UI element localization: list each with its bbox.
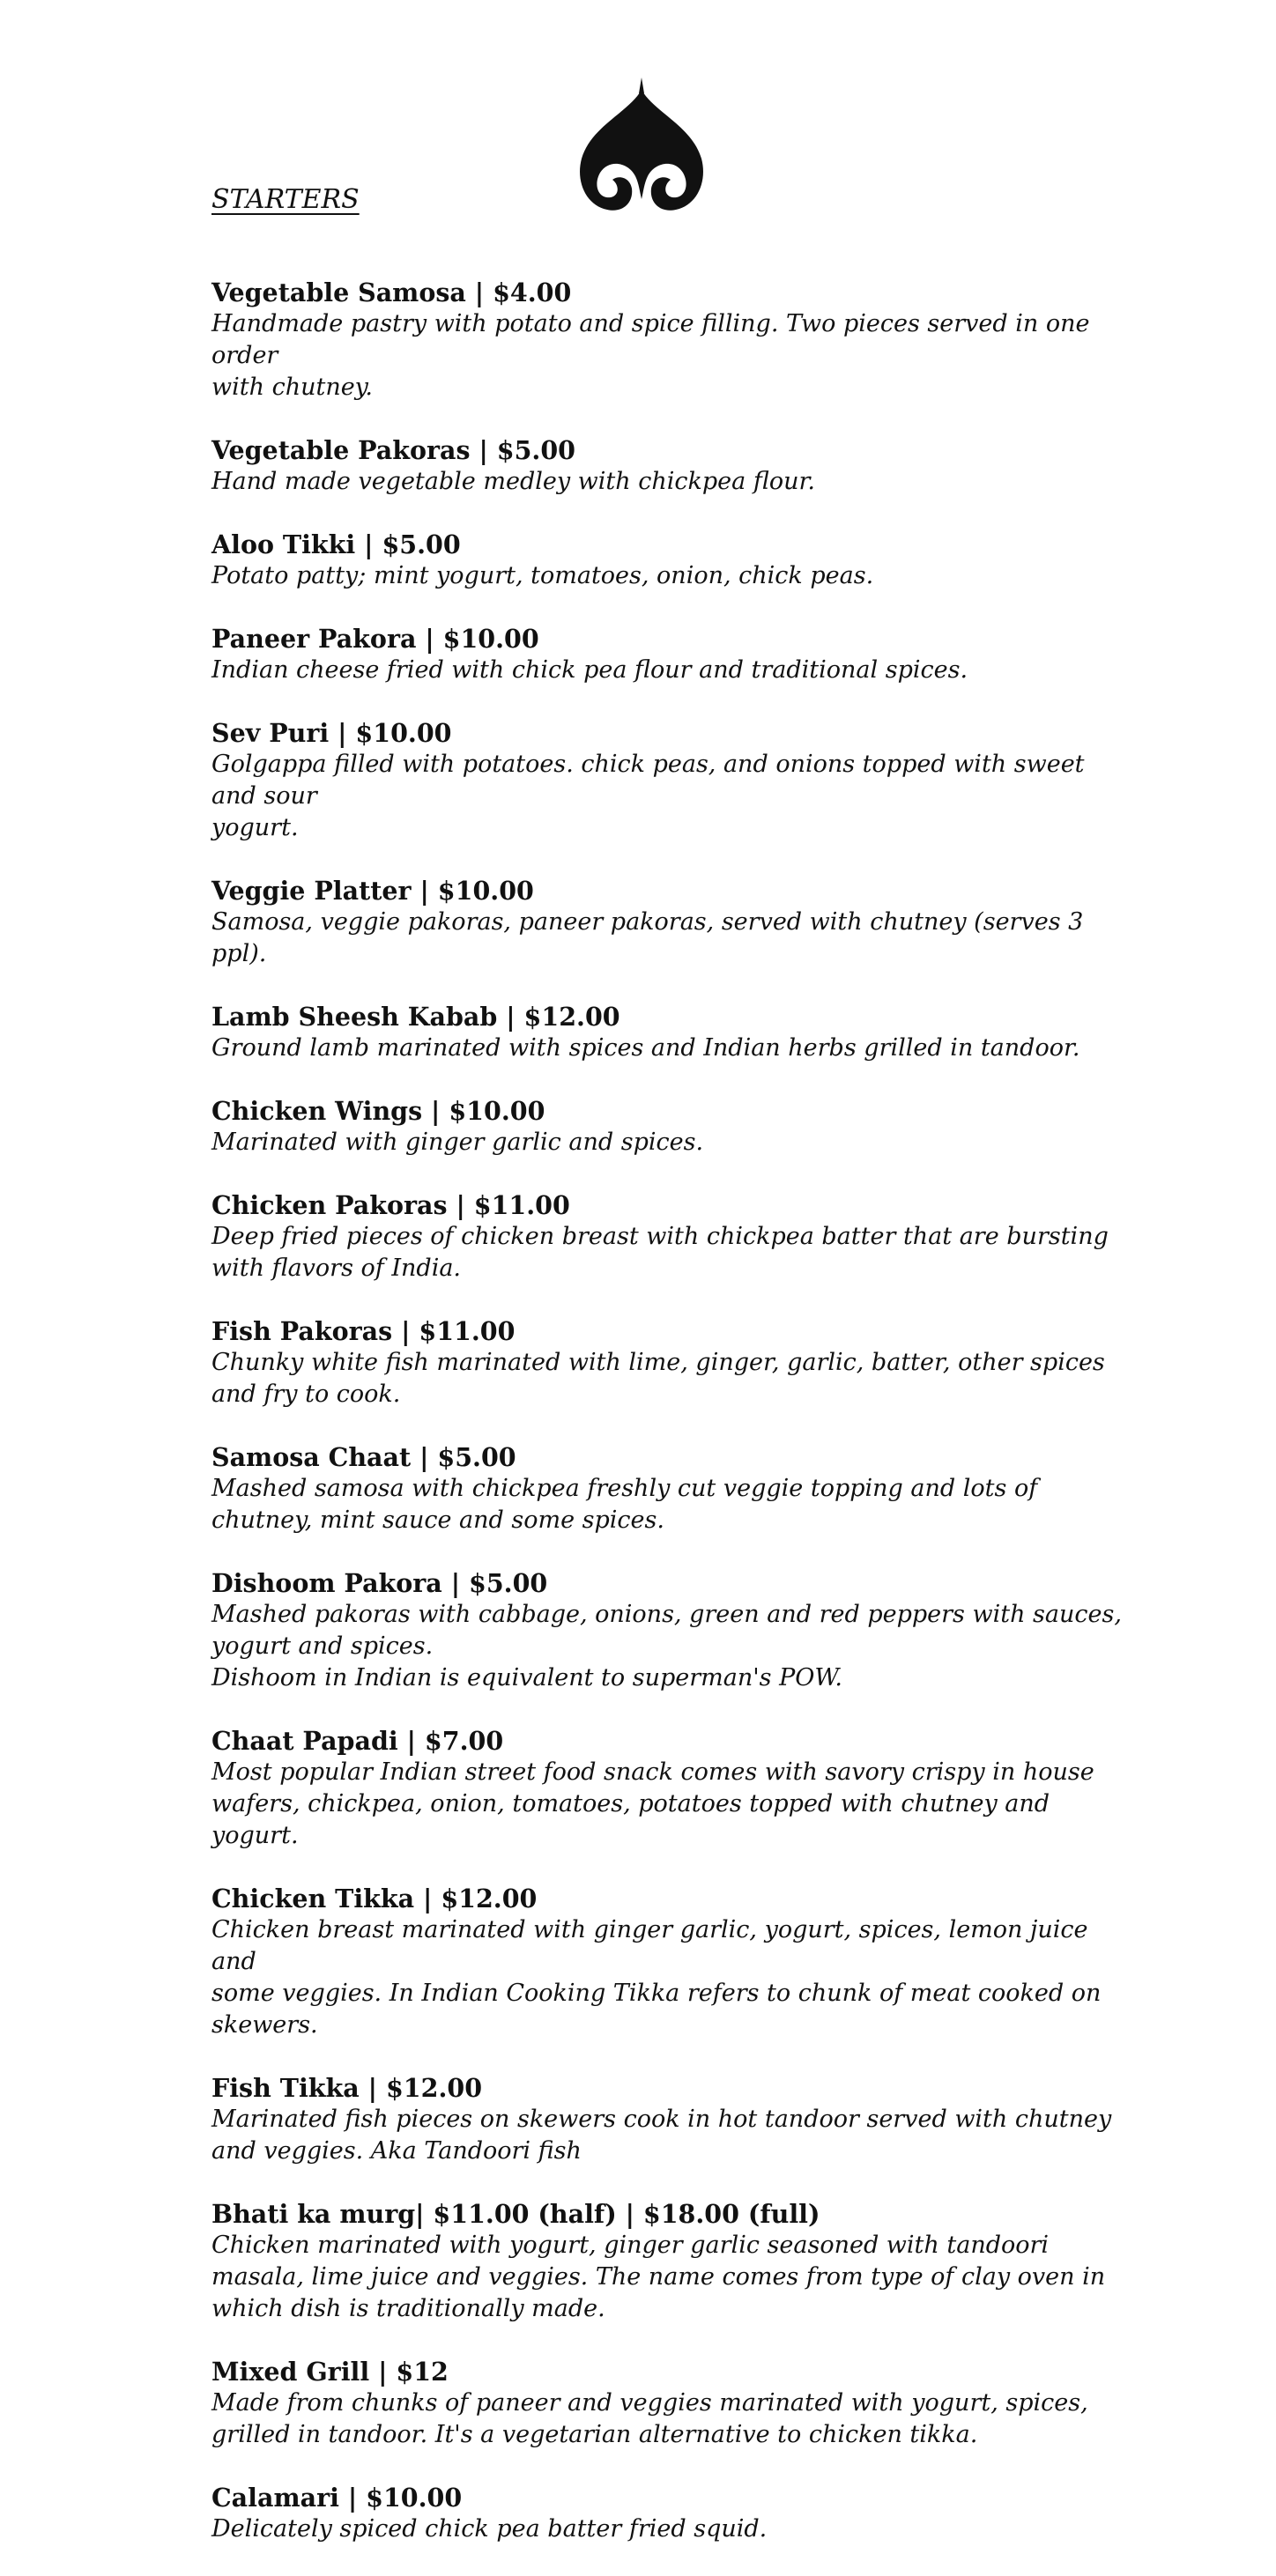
menu-item-title: Samosa Chaat | $5.00 xyxy=(211,1442,516,1472)
menu-item-description: grilled in tandoor. It's a vegetarian alternative to chicken tikka. xyxy=(211,2421,978,2448)
menu-item-description: chutney, mint sauce and some spices. xyxy=(211,1506,664,1534)
menu-item xyxy=(211,277,1128,403)
menu-item-title: Veggie Platter | $10.00 xyxy=(211,876,534,906)
menu-item-title: Sev Puri | $10.00 xyxy=(211,718,452,748)
menu-item xyxy=(211,875,1128,970)
menu-item-description: wafers, chickpea, onion, tomatoes, potatoes topped with chutney and xyxy=(211,1790,1050,1817)
menu-list xyxy=(211,277,1128,2576)
menu-item-description: Chicken marinated with yogurt, ginger garlic seasoned with tandoori xyxy=(211,2232,1050,2259)
menu-item-description: Ground lamb marinated with spices and Indian herbs grilled in tandoor. xyxy=(211,1034,1080,1062)
menu-item-description: Mashed samosa with chickpea freshly cut veggie topping and lots of xyxy=(211,1475,1038,1502)
paisley-dome-ornament-icon xyxy=(575,78,708,217)
menu-item-description: Indian cheese fried with chick pea flour and traditional spices. xyxy=(211,656,968,684)
menu-item-title: Mixed Grill | $12 xyxy=(211,2357,449,2387)
menu-item-description: Chicken breast marinated with ginger garlic, yogurt, spices, lemon juice and xyxy=(211,1916,1088,1975)
menu-item xyxy=(211,2072,1128,2167)
menu-item-title: Calamari | $10.00 xyxy=(211,2483,463,2513)
menu-item-description: yogurt and spices. xyxy=(211,1632,434,1660)
menu-item-description: Mashed pakoras with cabbage, onions, green and red peppers with sauces, xyxy=(211,1601,1122,1628)
menu-item-description: with flavors of India. xyxy=(211,1255,462,1282)
menu-item-description: Handmade pastry with potato and spice filling. Two pieces served in one order xyxy=(211,310,1090,369)
menu-item-description: Most popular Indian street food snack comes with savory crispy in house xyxy=(211,1758,1094,1786)
section-title: STARTERS xyxy=(211,184,360,215)
menu-item xyxy=(211,717,1128,844)
menu-item xyxy=(211,1095,1128,1158)
menu-item-description: skewers. xyxy=(211,2011,318,2039)
menu-item-title: Chicken Tikka | $12.00 xyxy=(211,1884,538,1913)
menu-item-title: Chaat Papadi | $7.00 xyxy=(211,1726,504,1756)
menu-item-title: Dishoom Pakora | $5.00 xyxy=(211,1568,548,1598)
menu-item xyxy=(211,1189,1128,1284)
menu-item-description: and veggies. Aka Tandoori fish xyxy=(211,2137,582,2165)
menu-item-title: Chicken Pakoras | $11.00 xyxy=(211,1190,570,1220)
menu-item xyxy=(211,1725,1128,1852)
menu-item-title: Vegetable Samosa | $4.00 xyxy=(211,278,572,307)
menu-item-description: Dishoom in Indian is equivalent to superman's POW. xyxy=(211,1664,842,1691)
menu-item-description: yogurt. xyxy=(211,814,299,841)
menu-item-description: Hand made vegetable medley with chickpea flour. xyxy=(211,468,815,495)
menu-item xyxy=(211,1883,1128,2041)
menu-item-title: Fish Tikka | $12.00 xyxy=(211,2073,483,2103)
menu-item xyxy=(211,2482,1128,2545)
menu-item-description: Marinated with ginger garlic and spices. xyxy=(211,1129,704,1156)
menu-item xyxy=(211,1567,1128,1694)
menu-item-description: Chunky white fish marinated with lime, ginger, garlic, batter, other spices xyxy=(211,1349,1105,1376)
menu-item-title: Fish Pakoras | $11.00 xyxy=(211,1316,516,1346)
menu-item-description: Delicately spiced chick pea batter fried squid. xyxy=(211,2515,768,2543)
menu-item xyxy=(211,1315,1128,1410)
menu-item-title: Chicken Wings | $10.00 xyxy=(211,1096,545,1126)
menu-item xyxy=(211,623,1128,686)
menu-item xyxy=(211,529,1128,592)
menu-item-description: Deep fried pieces of chicken breast with chickpea batter that are bursting xyxy=(211,1223,1109,1250)
menu-item xyxy=(211,434,1128,498)
menu-item-title: Bhati ka murg| $11.00 (half) | $18.00 (full) xyxy=(211,2199,820,2229)
menu-item-description: Marinated fish pieces on skewers cook in hot tandoor served with chutney xyxy=(211,2106,1112,2133)
menu-item xyxy=(211,2356,1128,2451)
menu-item-description: and fry to cook. xyxy=(211,1381,401,1408)
menu-item-description: yogurt. xyxy=(211,1822,299,1849)
menu-item xyxy=(211,2198,1128,2325)
menu-item-title: Lamb Sheesh Kabab | $12.00 xyxy=(211,1002,620,1032)
menu-item-description: Golgappa filled with potatoes. chick peas, and onions topped with sweet and sour xyxy=(211,751,1085,810)
menu-item-description: Potato patty; mint yogurt, tomatoes, onion, chick peas. xyxy=(211,562,874,589)
menu-item-title: Paneer Pakora | $10.00 xyxy=(211,624,539,654)
menu-item-description: masala, lime juice and veggies. The name comes from type of clay oven in xyxy=(211,2263,1106,2291)
menu-item xyxy=(211,1441,1128,1536)
menu-item-description: Samosa, veggie pakoras, paneer pakoras, served with chutney (serves 3 ppl). xyxy=(211,908,1084,967)
menu-item-description: Made from chunks of paneer and veggies marinated with yogurt, spices, xyxy=(211,2389,1088,2417)
menu-item-description: some veggies. In Indian Cooking Tikka refers to chunk of meat cooked on xyxy=(211,1980,1102,2007)
menu-item-description: with chutney. xyxy=(211,374,373,401)
menu-item-description: which dish is traditionally made. xyxy=(211,2295,605,2322)
menu-item-title: Vegetable Pakoras | $5.00 xyxy=(211,435,575,465)
menu-item xyxy=(211,1001,1128,1064)
menu-item-title: Aloo Tikki | $5.00 xyxy=(211,529,461,559)
